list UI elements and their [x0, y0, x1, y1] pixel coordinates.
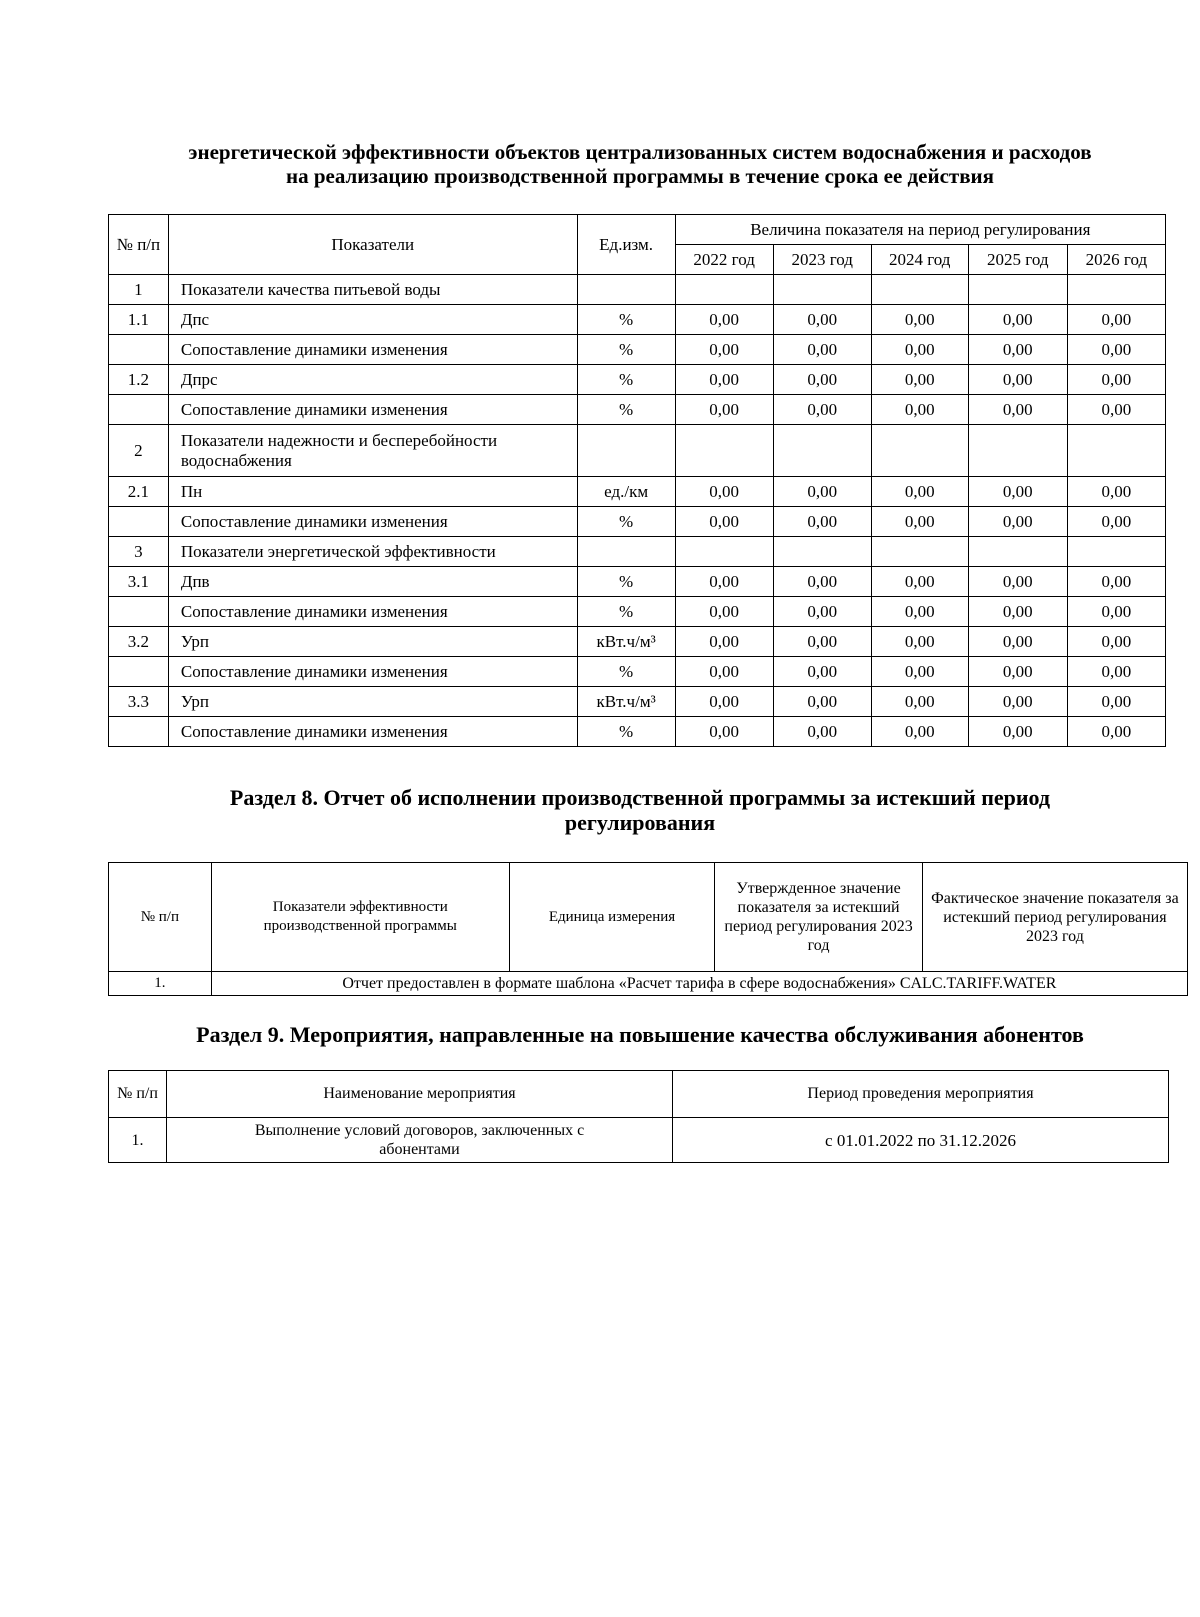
s9-row-period: с 01.01.2022 по 31.12.2026 — [673, 1118, 1169, 1163]
section9-table — [108, 1070, 1169, 1163]
row-value: 0,00 — [675, 335, 773, 365]
row-num — [109, 395, 169, 425]
row-value — [675, 537, 773, 567]
row-unit: ед./км — [577, 477, 675, 507]
row-value: 0,00 — [871, 597, 968, 627]
row-num — [109, 507, 169, 537]
row-value — [871, 275, 968, 305]
header-year: 2026 год — [1067, 245, 1165, 275]
row-label: Сопоставление динамики изменения — [168, 597, 577, 627]
row-value: 0,00 — [871, 627, 968, 657]
row-value: 0,00 — [675, 395, 773, 425]
row-value: 0,00 — [1067, 477, 1165, 507]
s8-header-unit: Единица измерения — [509, 863, 715, 972]
section9-heading: Раздел 9. Мероприятия, направленные на повышение качества обслуживания абонентов — [196, 1022, 1084, 1047]
header-year: 2024 год — [871, 245, 968, 275]
row-label: Сопоставление динамики изменения — [168, 507, 577, 537]
row-value: 0,00 — [675, 627, 773, 657]
row-label: Показатели надежности и бесперебойности водоснабжения — [168, 425, 577, 477]
row-value: 0,00 — [1067, 687, 1165, 717]
row-value: 0,00 — [773, 305, 871, 335]
row-unit: % — [577, 567, 675, 597]
row-value: 0,00 — [968, 395, 1067, 425]
row-value: 0,00 — [1067, 567, 1165, 597]
s8-header-num: № п/п — [109, 863, 212, 972]
s9-row-num: 1. — [109, 1118, 167, 1163]
row-value: 0,00 — [773, 477, 871, 507]
row-label: Пн — [168, 477, 577, 507]
row-unit: % — [577, 597, 675, 627]
row-value: 0,00 — [968, 477, 1067, 507]
row-value — [871, 425, 968, 477]
row-label: Урп — [168, 627, 577, 657]
row-num — [109, 717, 169, 747]
row-value — [871, 537, 968, 567]
row-value — [968, 275, 1067, 305]
header-year: 2025 год — [968, 245, 1067, 275]
row-value — [675, 425, 773, 477]
row-value — [773, 537, 871, 567]
s8-header-actual: Фактическое значение показателя за истекший период регулирования 2023 год — [922, 863, 1187, 972]
row-value: 0,00 — [871, 365, 968, 395]
row-value: 0,00 — [675, 567, 773, 597]
row-unit — [577, 425, 675, 477]
table-row — [109, 972, 1188, 996]
row-value: 0,00 — [1067, 627, 1165, 657]
s8-header-indicators: Показатели эффективности производственной программы — [211, 863, 509, 972]
row-unit: % — [577, 305, 675, 335]
header-period: Величина показателя на период регулирования — [675, 215, 1165, 245]
row-value: 0,00 — [1067, 717, 1165, 747]
row-label: Показатели энергетической эффективности — [168, 537, 577, 567]
table-row — [109, 365, 1166, 395]
row-unit: % — [577, 717, 675, 747]
row-value — [1067, 275, 1165, 305]
s9-header-name: Наименование мероприятия — [167, 1071, 673, 1118]
row-value: 0,00 — [1067, 507, 1165, 537]
s8-header-approved: Утвержденное значение показателя за истекший период регулирования 2023 год — [715, 863, 923, 972]
table-row — [109, 1118, 1169, 1163]
s9-row-name: Выполнение условий договоров, заключенных с абонентами — [167, 1118, 673, 1163]
row-value: 0,00 — [675, 477, 773, 507]
row-value: 0,00 — [1067, 335, 1165, 365]
row-value: 0,00 — [773, 657, 871, 687]
section8-heading-line2: регулирования — [564, 810, 716, 835]
section8-heading-line1: Раздел 8. Отчет об исполнении производственной программы за истекший период — [229, 785, 1051, 810]
table-row — [109, 717, 1166, 747]
row-label: Сопоставление динамики изменения — [168, 335, 577, 365]
row-value: 0,00 — [1067, 597, 1165, 627]
row-value: 0,00 — [968, 627, 1067, 657]
row-value: 0,00 — [871, 335, 968, 365]
row-value: 0,00 — [773, 395, 871, 425]
row-value: 0,00 — [968, 717, 1067, 747]
header-indicators: Показатели — [168, 215, 577, 275]
row-num: 2.1 — [109, 477, 169, 507]
section8-heading — [110, 785, 1170, 835]
row-label: Урп — [168, 687, 577, 717]
row-value: 0,00 — [871, 567, 968, 597]
header-year: 2022 год — [675, 245, 773, 275]
row-label: Дпс — [168, 305, 577, 335]
row-num: 3.2 — [109, 627, 169, 657]
row-unit — [577, 275, 675, 305]
row-value: 0,00 — [675, 717, 773, 747]
table-row — [109, 305, 1166, 335]
row-value: 0,00 — [968, 657, 1067, 687]
row-label: Сопоставление динамики изменения — [168, 657, 577, 687]
row-value — [773, 425, 871, 477]
s8-row-note: Отчет предоставлен в формате шаблона «Расчет тарифа в сфере водоснабжения» CALC.TARIFF.WATER — [211, 972, 1187, 996]
row-value: 0,00 — [871, 477, 968, 507]
row-num — [109, 335, 169, 365]
row-label: Сопоставление динамики изменения — [168, 717, 577, 747]
row-value: 0,00 — [1067, 365, 1165, 395]
table-row — [109, 425, 1166, 477]
row-value — [1067, 537, 1165, 567]
row-value — [1067, 425, 1165, 477]
row-num: 1 — [109, 275, 169, 305]
row-value: 0,00 — [773, 365, 871, 395]
row-num: 1.1 — [109, 305, 169, 335]
s8-row-num: 1. — [109, 972, 212, 996]
table-row — [109, 627, 1166, 657]
s9-header-period: Период проведения мероприятия — [673, 1071, 1169, 1118]
row-value — [773, 275, 871, 305]
table-row — [109, 597, 1166, 627]
header-unit: Ед.изм. — [577, 215, 675, 275]
row-value — [968, 425, 1067, 477]
row-value: 0,00 — [773, 687, 871, 717]
row-unit — [577, 537, 675, 567]
row-value: 0,00 — [675, 597, 773, 627]
row-value: 0,00 — [1067, 305, 1165, 335]
intro-heading-line1: энергетической эффективности объектов централизованных систем водоснабжения и расходов — [188, 140, 1092, 164]
row-label: Показатели качества питьевой воды — [168, 275, 577, 305]
table-row — [109, 537, 1166, 567]
table-row — [109, 335, 1166, 365]
table-row — [109, 687, 1166, 717]
row-value: 0,00 — [871, 305, 968, 335]
row-value — [968, 537, 1067, 567]
row-value: 0,00 — [773, 335, 871, 365]
row-label: Дпв — [168, 567, 577, 597]
row-unit: % — [577, 335, 675, 365]
row-value: 0,00 — [773, 597, 871, 627]
table-row — [109, 507, 1166, 537]
row-unit: % — [577, 365, 675, 395]
intro-heading — [110, 140, 1170, 188]
s9-header-num: № п/п — [109, 1071, 167, 1118]
row-label: Дпрс — [168, 365, 577, 395]
intro-heading-line2: на реализацию производственной программы в течение срока ее действия — [285, 164, 995, 188]
row-value: 0,00 — [871, 657, 968, 687]
row-unit: % — [577, 395, 675, 425]
row-value: 0,00 — [871, 395, 968, 425]
row-num: 1.2 — [109, 365, 169, 395]
row-value: 0,00 — [968, 567, 1067, 597]
row-value: 0,00 — [968, 687, 1067, 717]
row-value — [675, 275, 773, 305]
row-unit: кВт.ч/м³ — [577, 627, 675, 657]
row-value: 0,00 — [871, 507, 968, 537]
row-value: 0,00 — [1067, 395, 1165, 425]
row-num: 3.3 — [109, 687, 169, 717]
row-value: 0,00 — [773, 717, 871, 747]
row-num: 3 — [109, 537, 169, 567]
row-label: Сопоставление динамики изменения — [168, 395, 577, 425]
row-unit: % — [577, 507, 675, 537]
row-value: 0,00 — [968, 335, 1067, 365]
row-value: 0,00 — [968, 305, 1067, 335]
table-row — [109, 567, 1166, 597]
row-num: 3.1 — [109, 567, 169, 597]
row-num — [109, 657, 169, 687]
row-value: 0,00 — [1067, 657, 1165, 687]
indicators-table — [108, 214, 1166, 747]
header-num: № п/п — [109, 215, 169, 275]
row-value: 0,00 — [773, 627, 871, 657]
row-value: 0,00 — [675, 657, 773, 687]
row-num — [109, 597, 169, 627]
row-value: 0,00 — [773, 567, 871, 597]
table-row — [109, 477, 1166, 507]
section8-table — [108, 862, 1188, 996]
header-year: 2023 год — [773, 245, 871, 275]
row-num: 2 — [109, 425, 169, 477]
row-value: 0,00 — [675, 507, 773, 537]
row-value: 0,00 — [968, 507, 1067, 537]
row-value: 0,00 — [871, 717, 968, 747]
row-value: 0,00 — [675, 305, 773, 335]
row-unit: кВт.ч/м³ — [577, 687, 675, 717]
row-unit: % — [577, 657, 675, 687]
table-row — [109, 657, 1166, 687]
row-value: 0,00 — [968, 365, 1067, 395]
row-value: 0,00 — [675, 687, 773, 717]
row-value: 0,00 — [871, 687, 968, 717]
table-row — [109, 275, 1166, 305]
table-row — [109, 395, 1166, 425]
row-value: 0,00 — [675, 365, 773, 395]
row-value: 0,00 — [773, 507, 871, 537]
row-value: 0,00 — [968, 597, 1067, 627]
